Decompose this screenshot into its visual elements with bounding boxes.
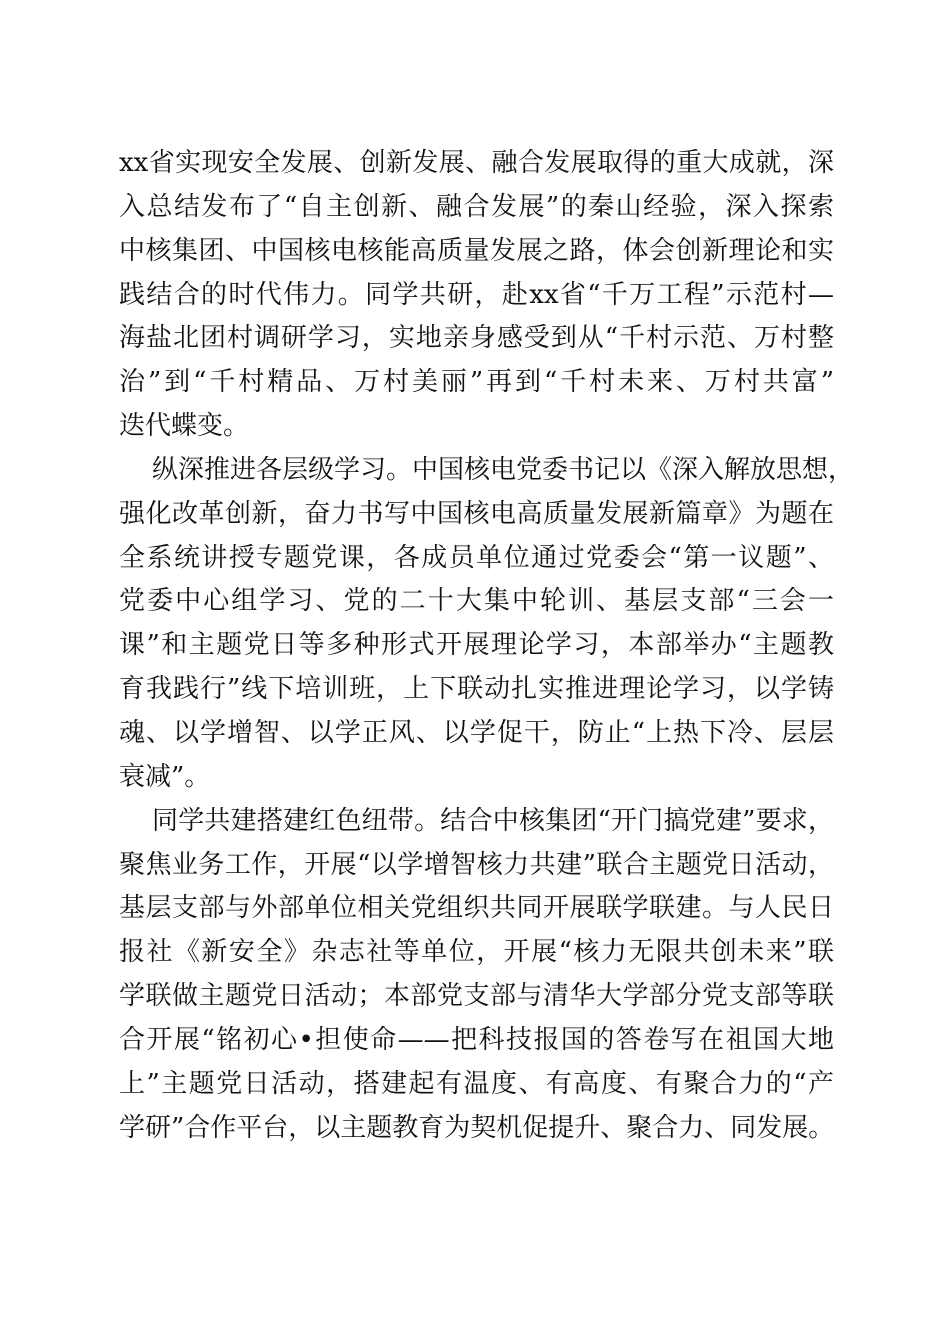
paragraph-line: 治”到“千村精品、万村美丽”再到“千村未来、万村共富” [119, 367, 834, 398]
paragraph-line: 强化改革创新，奋力书写中国核电高质量发展新篇章》为题在 [119, 498, 834, 529]
paragraph-line: 迭代蝶变。 [119, 411, 250, 442]
paragraph-line: 基层支部与外部单位相关党组织共同开展联学联建。与人民日 [119, 893, 834, 924]
paragraph-line: 学联做主题党日活动；本部党支部与清华大学部分党支部等联 [119, 981, 834, 1012]
paragraph-line: 课”和主题党日等多种形式开展理论学习，本部举办“主题教 [119, 630, 834, 661]
body-text [119, 142, 855, 1150]
paragraph-line: 中核集团、中国核电核能高质量发展之路，体会创新理论和实 [119, 235, 834, 266]
paragraph-line: 魂、以学增智、以学正风、以学促干，防止“上热下冷、层层 [119, 717, 834, 748]
paragraph-line: 上”主题党日活动，搭建起有温度、有高度、有聚合力的“产 [119, 1068, 834, 1099]
paragraph-line: 报社《新安全》杂志社等单位，开展“核力无限共创未来”联 [119, 937, 834, 968]
paragraph-line: 聚焦业务工作，开展“以学增智核力共建”联合主题党日活动， [119, 849, 834, 880]
paragraph-line: 合开展“铭初心•担使命——把科技报国的答卷写在祖国大地 [119, 1024, 834, 1055]
paragraph-line: 入总结发布了“自主创新、融合发展”的秦山经验，深入探索 [119, 191, 834, 222]
paragraph-line: 衰减”。 [119, 761, 211, 792]
paragraph-line: 育我践行”线下培训班，上下联动扎实推进理论学习，以学铸 [119, 674, 834, 705]
paragraph-line: 海盐北团村调研学习，实地亲身感受到从“千村示范、万村整 [119, 323, 834, 354]
paragraph-2 [119, 449, 855, 800]
paragraph-3 [119, 800, 834, 1151]
paragraph-line: xx省实现安全发展、创新发展、融合发展取得的重大成就，深 [119, 148, 834, 178]
paragraph-line: 学研”合作平台，以主题教育为契机促提升、聚合力、同发展。 [119, 1112, 835, 1143]
paragraph-line: 践结合的时代伟力。同学共研，赴xx省“千万工程”示范村— [119, 279, 834, 310]
paragraph-1 [119, 142, 834, 449]
paragraph-line: 纵深推进各层级学习。中国核电党委书记以《深入解放思想， [152, 454, 855, 485]
paragraph-line: 党委中心组学习、党的二十大集中轮训、基层支部“三会一 [119, 586, 834, 617]
paragraph-line: 全系统讲授专题党课，各成员单位通过党委会“第一议题”、 [119, 542, 834, 573]
paragraph-line: 同学共建搭建红色纽带。结合中核集团“开门搞党建”要求， [152, 805, 834, 836]
